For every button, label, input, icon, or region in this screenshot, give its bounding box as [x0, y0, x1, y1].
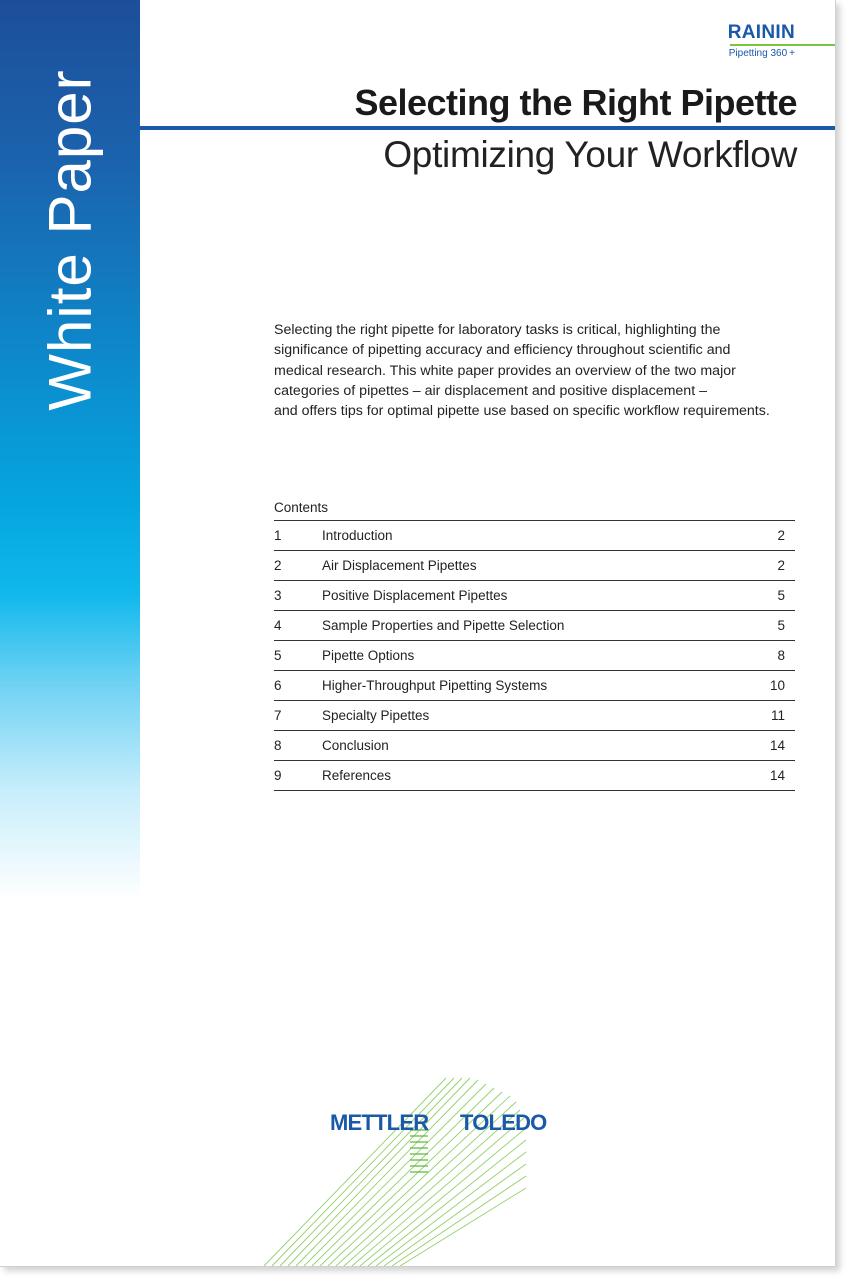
- abstract-line: and offers tips for optimal pipette use based on specific workflow requirements.: [274, 403, 770, 420]
- sidebar-band: [0, 0, 140, 900]
- toc-page: 14: [769, 768, 785, 783]
- toc-row[interactable]: [274, 641, 795, 671]
- toc-row[interactable]: [274, 701, 795, 731]
- brand-name: RAININ: [727, 22, 795, 43]
- toc-number: 2: [274, 558, 282, 573]
- abstract-line: Selecting the right pipette for laboratory tasks is critical, highlighting the: [274, 322, 721, 338]
- toc-number: 7: [274, 708, 282, 723]
- brand-logo: [728, 22, 795, 44]
- toc-number: 8: [274, 738, 282, 753]
- toc-row[interactable]: [274, 581, 795, 611]
- brand-divider: [730, 44, 835, 46]
- abstract-line: medical research. This white paper provides an overview of the two major: [274, 362, 736, 379]
- toc-title: Sample Properties and Pipette Selection: [322, 618, 565, 633]
- toc-number: 4: [274, 618, 282, 633]
- abstract-line: significance of pipetting accuracy and efficiency throughout scientific and: [274, 342, 731, 359]
- logo-text-right: TOLEDO: [460, 1110, 547, 1135]
- toc-page: 2: [777, 558, 785, 573]
- abstract: [274, 320, 804, 421]
- toc-row[interactable]: [274, 731, 795, 761]
- toc-title: References: [322, 768, 392, 783]
- title-rule: [140, 126, 835, 130]
- toc-row[interactable]: [274, 551, 795, 581]
- toc-page: 10: [769, 678, 785, 693]
- toc-row[interactable]: [274, 611, 795, 641]
- toc-title: Air Displacement Pipettes: [322, 558, 477, 573]
- toc-title: Pipette Options: [322, 648, 415, 663]
- toc-row[interactable]: [274, 761, 795, 791]
- logo-text-left: METTLER: [330, 1110, 429, 1135]
- sidebar-label: White Paper: [36, 69, 104, 411]
- toc-page: 11: [770, 708, 785, 723]
- page-subtitle: Optimizing Your Workflow: [383, 134, 797, 175]
- toc-number: 3: [274, 588, 282, 603]
- toc-number: 6: [274, 678, 282, 693]
- toc-row[interactable]: [274, 671, 795, 701]
- toc-title: Conclusion: [322, 738, 389, 753]
- toc-number: 9: [274, 768, 282, 783]
- page-title: Selecting the Right Pipette: [354, 82, 797, 123]
- mettler-toledo-logo: [250, 1070, 570, 1267]
- toc-number: 1: [274, 528, 282, 543]
- contents-heading: Contents: [274, 498, 795, 521]
- toc-page: 8: [777, 648, 785, 663]
- toc-row[interactable]: [274, 521, 795, 551]
- toc-title: Specialty Pipettes: [322, 708, 430, 723]
- toc-title: Higher-Throughput Pipetting Systems: [322, 678, 548, 693]
- toc-page: 2: [777, 528, 785, 543]
- table-of-contents: [274, 498, 795, 791]
- toc-number: 5: [274, 648, 282, 663]
- abstract-line: categories of pipettes – air displacement and positive displacement –: [274, 382, 707, 399]
- toc-title: Positive Displacement Pipettes: [322, 588, 508, 603]
- toc-page: 5: [777, 588, 785, 603]
- toc-title: Introduction: [322, 528, 393, 543]
- logo-hatch-graphic: [250, 1070, 570, 1267]
- toc-page: 14: [769, 738, 785, 753]
- brand-tagline: Pipetting 360 +: [728, 48, 795, 59]
- toc-page: 5: [777, 618, 785, 633]
